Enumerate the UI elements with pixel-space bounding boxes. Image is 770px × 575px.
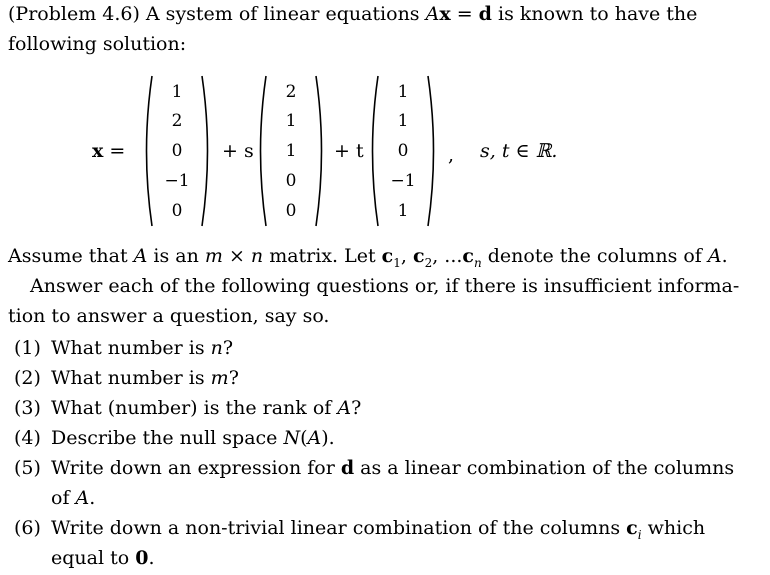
solution-vector-particular	[140, 74, 214, 230]
vector-entry: 0	[285, 201, 297, 221]
equation-comma: ,	[448, 144, 455, 166]
vector-entry: 1	[397, 201, 409, 221]
matrix-A: A	[425, 3, 440, 25]
problem-intro-line2: following solution:	[8, 33, 187, 55]
vector-entry: 1	[171, 82, 183, 102]
right-paren-icon	[200, 74, 214, 228]
solution-vector-t	[366, 74, 440, 230]
right-paren-icon	[314, 74, 328, 228]
right-paren-icon	[426, 74, 440, 228]
parameter-domain: s, t ∈ ℝ.	[480, 140, 558, 162]
problem-intro-line1: (Problem 4.6) A system of linear equations Ax = d is known to have the	[8, 3, 698, 25]
vector-entry: 0	[171, 201, 183, 221]
vector-entry: 1	[397, 111, 409, 131]
plus-s-operator: + s	[222, 140, 254, 162]
equation-lhs: x =	[92, 140, 126, 162]
assumption-line: Assume that A is an m × n matrix. Let $c_1$, $c_2$, $...c_n$ denote the columns of A.	[8, 245, 728, 270]
vector-entry: 1	[397, 82, 409, 102]
vector-entry: −1	[390, 171, 416, 191]
instructions-line1: Answer each of the following questions or, if there is insufficient informa-	[30, 275, 740, 297]
solution-equation	[0, 74, 770, 230]
instructions-line2: tion to answer a question, say so.	[8, 305, 330, 327]
vector-entry: 2	[171, 111, 183, 131]
solution-vector-s	[254, 74, 328, 230]
vector-entry: 1	[285, 141, 297, 161]
vector-entry: 0	[397, 141, 409, 161]
vector-entry: 2	[285, 82, 297, 102]
vector-x: x	[439, 3, 451, 25]
vector-entry: −1	[164, 171, 190, 191]
vector-entry: 0	[285, 171, 297, 191]
vector-entry: 1	[285, 111, 297, 131]
vector-entry: 0	[171, 141, 183, 161]
vector-d: d	[478, 3, 492, 25]
plus-t-operator: + t	[334, 140, 364, 162]
